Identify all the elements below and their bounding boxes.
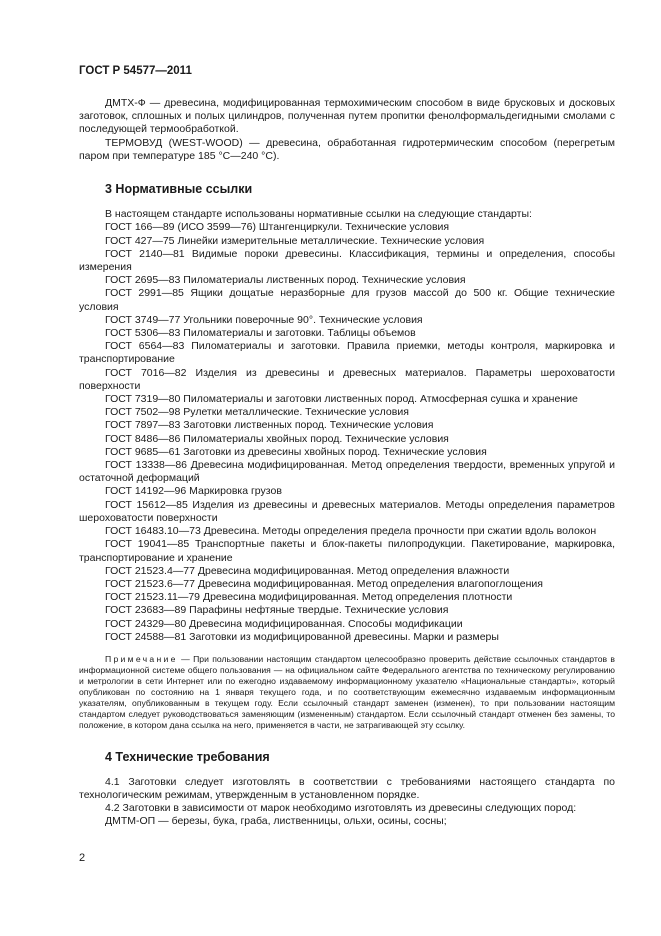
reference-title: Парафины нефтяные твердые. Технические условия (189, 604, 449, 617)
note-label: Примечание (105, 653, 178, 664)
reference-code: ГОСТ 7502—98 (105, 406, 181, 419)
reference-code: ГОСТ 8486—86 (105, 432, 181, 445)
reference-item (79, 591, 615, 604)
definition-paragraph: ДМТХ-Ф — древесина, модифицированная термохимическим способом в виде брусковых и досковых заготовок, сплошных и полых цилиндров, полученная путем пропитки фенолформальдегидными смолами с последующей термообработкой. (79, 97, 615, 136)
section-4-heading: 4 Технические требования (105, 749, 270, 764)
reference-code: ГОСТ 19041—85 (105, 538, 190, 551)
reference-item (79, 274, 615, 287)
reference-item (79, 433, 615, 446)
requirement-paragraph: 4.1 Заготовки следует изготовлять в соответствии с требованиями настоящего стандарта по технологическим режимам, утвержденным в установленном порядке. (79, 775, 615, 801)
requirement-paragraph: 4.2 Заготовки в зависимости от марок необходимо изготовлять из древесины следующих пород: (105, 802, 577, 815)
reference-title: Пиломатериалы хвойных пород. Технические условия (183, 432, 449, 445)
section-3-heading: 3 Нормативные ссылки (105, 182, 253, 197)
reference-title: Штангенциркули. Технические условия (258, 221, 450, 234)
reference-code: ГОСТ 23683—89 (105, 604, 187, 617)
reference-code: ГОСТ 7319—80 (105, 393, 181, 406)
references-note (79, 654, 615, 732)
reference-item (79, 618, 615, 631)
reference-title: Древесина модифицированная. Метод определения влагопоглощения (197, 577, 543, 590)
reference-code: ГОСТ 3749—77 (105, 313, 181, 326)
reference-code: ГОСТ 14192—96 (105, 485, 187, 498)
reference-item (79, 235, 615, 248)
reference-title: Пиломатериалы и заготовки. Правила приемки, методы контроля, маркировка и транспортирование (79, 340, 615, 366)
reference-title: Пиломатериалы лиственных пород. Технические условия (183, 274, 466, 287)
reference-code: ГОСТ 24588—81 (105, 630, 187, 643)
reference-item (79, 565, 615, 578)
reference-title: Заготовки из древесины хвойных пород. Технические условия (183, 445, 487, 458)
reference-title: Линейки измерительные металлические. Технические условия (177, 234, 485, 247)
reference-title: Пиломатериалы и заготовки. Таблицы объемов (183, 327, 416, 340)
reference-code: ГОСТ 2991—85 (105, 287, 184, 300)
reference-title: Древесина модифицированная. Метод определения влажности (197, 564, 510, 577)
reference-title: Заготовки лиственных пород. Технические условия (183, 419, 434, 432)
reference-item (79, 631, 615, 644)
reference-code: ГОСТ 21523.6—77 (105, 577, 195, 590)
reference-item (79, 367, 615, 393)
reference-title: Изделия из древесины и древесных материалов. Методы определения параметров шероховатости поверхности (79, 498, 615, 524)
reference-title: Древесина модифицированная. Метод определения плотности (202, 591, 513, 604)
reference-title: Древесина модифицированная. Способы модификации (189, 617, 463, 630)
requirement-paragraph: ДМТМ-ОП — березы, бука, граба, лиственницы, ольхи, осины, сосны; (105, 815, 447, 828)
definition-paragraph: ТЕРМОВУД (WEST-WOOD) — древесина, обработанная гидротермическим способом (перегретым паром при температуре 185 °С—240 °С). (79, 136, 615, 162)
reference-item (79, 485, 615, 498)
reference-item (79, 538, 615, 564)
reference-code: ГОСТ 15612—85 (105, 498, 188, 511)
reference-item (79, 578, 615, 591)
reference-item (79, 327, 615, 340)
reference-code: ГОСТ 427—75 (105, 234, 175, 247)
reference-item (79, 221, 615, 234)
reference-code: ГОСТ 166—89 (ИСО 3599—76) (105, 221, 256, 234)
reference-item (79, 499, 615, 525)
reference-title: Пиломатериалы и заготовки лиственных пород. Атмосферная сушка и хранение (183, 393, 578, 406)
reference-code: ГОСТ 2140—81 (105, 247, 185, 260)
reference-title: Изделия из древесины и древесных материалов. Параметры шероховатости поверхности (79, 366, 615, 392)
reference-title: Маркировка грузов (189, 485, 282, 498)
reference-item (79, 419, 615, 432)
reference-title: Ящики дощатые неразборные для грузов массой до 500 кг. Общие технические условия (79, 287, 615, 313)
reference-title: Угольники поверочные 90°. Технические условия (183, 313, 423, 326)
reference-code: ГОСТ 21523.4—77 (105, 564, 195, 577)
reference-title: Транспортные пакеты и блок-пакеты пилопродукции. Пакетирование, маркировка, транспортирование и хранение (79, 538, 615, 564)
reference-item (79, 287, 615, 313)
reference-code: ГОСТ 5306—83 (105, 327, 181, 340)
reference-title: Заготовки из модифицированной древесины. Марки и размеры (189, 630, 499, 643)
reference-title: Древесина модифицированная. Метод определения твердости, временных упругой и остаточной деформаций (79, 459, 615, 485)
reference-code: ГОСТ 7016—82 (105, 366, 187, 379)
reference-item (79, 406, 615, 419)
reference-title: Древесина. Методы определения предела прочности при сжатии вдоль волокон (203, 525, 597, 538)
reference-code: ГОСТ 6564—83 (105, 340, 185, 353)
reference-item (79, 340, 615, 366)
reference-item (79, 248, 615, 274)
note-text: — При пользовании настоящим стандартом целесообразно проверить действие ссылочных стандартов в информационной системе общего пользования — на официальном сайте Федерального агентства по техническому регулированию и метрологии в сети Интернет или по ежегодно издаваемому информационному указателю «Национальные стандарты», который опубликован по состоянию на 1 января текущего года, и по соответствующим ежемесячно издаваемым информационным указателям, опубликованным в текущем году. Если ссылочный стандарт заменен (изменен), то при пользовании настоящим стандартом следует руководствоваться заменяющим (измененным) стандартом. Если ссылочный стандарт отменен без замены, то положение, в котором дана ссылка на него, применяется в части, не затрагивающей эту ссылку. (79, 653, 616, 731)
references-intro: В настоящем стандарте использованы нормативные ссылки на следующие стандарты: (105, 208, 532, 221)
reference-item (79, 459, 615, 485)
reference-item (79, 314, 615, 327)
references-list (79, 221, 615, 644)
reference-code: ГОСТ 21523.11—79 (105, 591, 201, 604)
reference-code: ГОСТ 7897—83 (105, 419, 181, 432)
reference-code: ГОСТ 13338—86 (105, 459, 188, 472)
page-number: 2 (79, 852, 86, 864)
reference-title: Видимые пороки древесины. Классификация, термины и определения, способы измерения (79, 247, 615, 274)
reference-code: ГОСТ 9685—61 (105, 445, 181, 458)
page-content (79, 97, 615, 829)
reference-item (79, 446, 615, 459)
reference-code: ГОСТ 2695—83 (105, 274, 181, 287)
reference-item (79, 393, 615, 406)
reference-title: Рулетки металлические. Технические условия (183, 406, 409, 419)
reference-item (79, 604, 615, 617)
reference-item (79, 525, 615, 538)
document-header: ГОСТ Р 54577—2011 (79, 65, 192, 77)
reference-code: ГОСТ 16483.10—73 (105, 525, 201, 538)
reference-code: ГОСТ 24329—80 (105, 617, 187, 630)
